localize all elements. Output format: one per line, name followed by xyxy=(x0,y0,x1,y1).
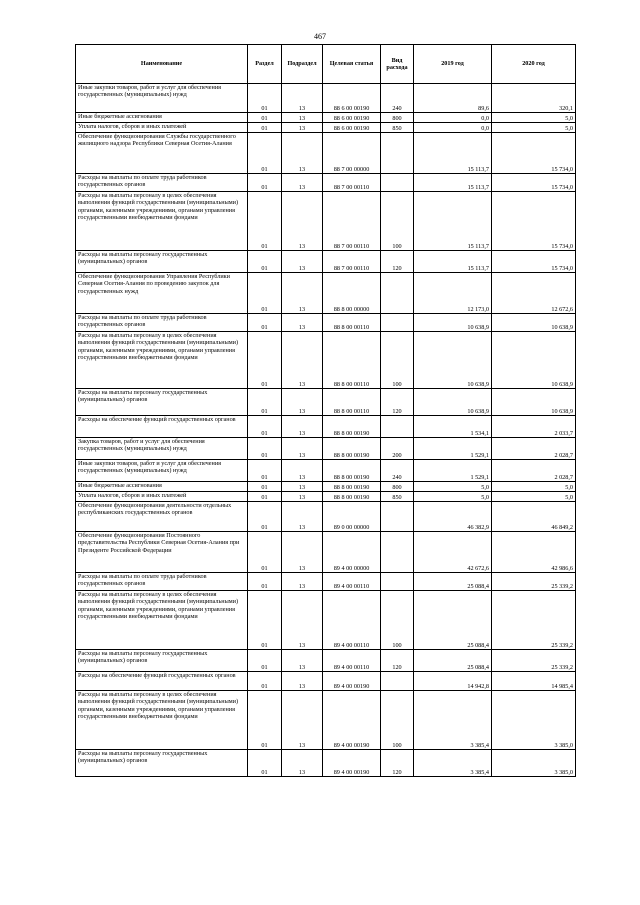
cell-2019: 3 385,4 xyxy=(414,691,492,750)
cell-type: 100 xyxy=(381,591,414,650)
cell-2020: 25 339,2 xyxy=(492,573,576,591)
cell-type: 100 xyxy=(381,332,414,389)
cell-2019: 1 529,1 xyxy=(414,460,492,482)
table-row xyxy=(76,123,576,133)
cell-2019: 42 672,6 xyxy=(414,532,492,573)
cell-name: Иные закупки товаров, работ и услуг для обеспечения государственных (муниципальных) нужд xyxy=(76,84,248,113)
cell-section: 01 xyxy=(248,314,282,332)
cell-subsection: 13 xyxy=(282,650,323,672)
cell-2020: 2 028,7 xyxy=(492,460,576,482)
table-row xyxy=(76,84,576,113)
cell-2019: 46 382,9 xyxy=(414,502,492,532)
cell-2019: 0,0 xyxy=(414,113,492,123)
cell-section: 01 xyxy=(248,251,282,273)
cell-subsection: 13 xyxy=(282,482,323,492)
cell-name: Закупка товаров, работ и услуг для обеспечения государственных (муниципальных) нужд xyxy=(76,438,248,460)
cell-name: Обеспечение функционирования Управления Республики Северная Осетия-Алания по проведению закупок для государственных нужд xyxy=(76,273,248,314)
cell-target: 88 8 00 00190 xyxy=(323,438,381,460)
cell-type xyxy=(381,502,414,532)
cell-2020: 2 028,7 xyxy=(492,438,576,460)
table-row xyxy=(76,192,576,251)
cell-name: Расходы на выплаты персоналу в целях обеспечения выполнения функций государственными (муниципальными) органами, казенными учреждениями, органами управления государственными внебюджетными фондами xyxy=(76,591,248,650)
cell-type: 120 xyxy=(381,251,414,273)
cell-name: Расходы на выплаты персоналу государственных (муниципальных) органов xyxy=(76,251,248,273)
cell-subsection: 13 xyxy=(282,691,323,750)
cell-section: 01 xyxy=(248,460,282,482)
cell-subsection: 13 xyxy=(282,502,323,532)
cell-name: Расходы на выплаты персоналу государственных (муниципальных) органов xyxy=(76,389,248,416)
cell-section: 01 xyxy=(248,133,282,174)
cell-name: Расходы на выплаты персоналу в целях обеспечения выполнения функций государственными (муниципальными) органами, казенными учреждениями, органами управления государственными внебюджетными фондами xyxy=(76,192,248,251)
cell-section: 01 xyxy=(248,389,282,416)
cell-2019: 12 173,0 xyxy=(414,273,492,314)
header-2019: 2019 год xyxy=(414,45,492,84)
cell-name: Расходы на обеспечение функций государственных органов xyxy=(76,416,248,438)
cell-name: Расходы на обеспечение функций государственных органов xyxy=(76,672,248,691)
cell-2019: 5,0 xyxy=(414,482,492,492)
cell-subsection: 13 xyxy=(282,492,323,502)
cell-subsection: 13 xyxy=(282,672,323,691)
cell-2020: 46 849,2 xyxy=(492,502,576,532)
cell-type: 800 xyxy=(381,482,414,492)
cell-2020: 25 339,2 xyxy=(492,650,576,672)
cell-section: 01 xyxy=(248,492,282,502)
cell-2019: 10 638,9 xyxy=(414,389,492,416)
cell-type xyxy=(381,133,414,174)
cell-type xyxy=(381,532,414,573)
cell-type xyxy=(381,416,414,438)
cell-target: 89 4 00 00110 xyxy=(323,573,381,591)
cell-target: 88 7 00 00110 xyxy=(323,251,381,273)
cell-type: 240 xyxy=(381,460,414,482)
cell-target: 88 6 00 00190 xyxy=(323,123,381,133)
table-row xyxy=(76,438,576,460)
cell-subsection: 13 xyxy=(282,174,323,192)
cell-subsection: 13 xyxy=(282,113,323,123)
cell-type: 850 xyxy=(381,123,414,133)
cell-2019: 25 088,4 xyxy=(414,573,492,591)
cell-name: Расходы на выплаты персоналу государственных (муниципальных) органов xyxy=(76,750,248,777)
cell-target: 88 6 00 00190 xyxy=(323,84,381,113)
cell-subsection: 13 xyxy=(282,123,323,133)
cell-2019: 1 529,1 xyxy=(414,438,492,460)
table-row xyxy=(76,460,576,482)
cell-target: 88 8 00 00190 xyxy=(323,482,381,492)
cell-target: 88 8 00 00190 xyxy=(323,460,381,482)
header-target: Целевая статья xyxy=(323,45,381,84)
cell-name: Уплата налогов, сборов и иных платежей xyxy=(76,492,248,502)
cell-subsection: 13 xyxy=(282,314,323,332)
cell-subsection: 13 xyxy=(282,532,323,573)
cell-2020: 5,0 xyxy=(492,482,576,492)
cell-name: Обеспечение функционирования Постоянного представительства Республики Северная Осетия-Алания при Президенте Российской Федерации xyxy=(76,532,248,573)
cell-2020: 5,0 xyxy=(492,492,576,502)
cell-section: 01 xyxy=(248,438,282,460)
cell-name: Уплата налогов, сборов и иных платежей xyxy=(76,123,248,133)
cell-subsection: 13 xyxy=(282,416,323,438)
cell-type xyxy=(381,672,414,691)
cell-subsection: 13 xyxy=(282,192,323,251)
cell-2019: 15 113,7 xyxy=(414,192,492,251)
cell-name: Обеспечение функционирования Службы государственного жилищного надзора Республики Северная Осетия-Алания xyxy=(76,133,248,174)
cell-target: 89 4 00 00190 xyxy=(323,750,381,777)
cell-2020: 12 672,6 xyxy=(492,273,576,314)
table-row xyxy=(76,492,576,502)
cell-type: 100 xyxy=(381,691,414,750)
cell-2020: 10 638,9 xyxy=(492,314,576,332)
cell-section: 01 xyxy=(248,416,282,438)
header-section: Раздел xyxy=(248,45,282,84)
table-row xyxy=(76,532,576,573)
cell-target: 89 4 00 00110 xyxy=(323,650,381,672)
cell-target: 89 0 00 00000 xyxy=(323,502,381,532)
cell-2020: 3 385,0 xyxy=(492,691,576,750)
cell-target: 88 7 00 00110 xyxy=(323,192,381,251)
cell-section: 01 xyxy=(248,84,282,113)
cell-name: Обеспечение функционирования деятельности отдельных республиканских государственных органов xyxy=(76,502,248,532)
cell-name: Расходы на выплаты по оплате труда работников государственных органов xyxy=(76,314,248,332)
header-2020: 2020 год xyxy=(492,45,576,84)
cell-2019: 15 113,7 xyxy=(414,174,492,192)
table-row xyxy=(76,113,576,123)
cell-2020: 320,1 xyxy=(492,84,576,113)
cell-name: Иные бюджетные ассигнования xyxy=(76,113,248,123)
table-row xyxy=(76,251,576,273)
table-row xyxy=(76,332,576,389)
cell-type: 120 xyxy=(381,750,414,777)
budget-table xyxy=(75,44,576,777)
header-name: Наименование xyxy=(76,45,248,84)
cell-section: 01 xyxy=(248,691,282,750)
table-header-row xyxy=(76,45,576,84)
cell-target: 88 6 00 00190 xyxy=(323,113,381,123)
cell-name: Расходы на выплаты по оплате труда работников государственных органов xyxy=(76,573,248,591)
cell-target: 88 8 00 00190 xyxy=(323,492,381,502)
cell-2019: 5,0 xyxy=(414,492,492,502)
cell-target: 89 4 00 00000 xyxy=(323,532,381,573)
cell-section: 01 xyxy=(248,672,282,691)
table-row xyxy=(76,502,576,532)
cell-type: 240 xyxy=(381,84,414,113)
table-row xyxy=(76,591,576,650)
cell-subsection: 13 xyxy=(282,273,323,314)
cell-target: 89 4 00 00110 xyxy=(323,591,381,650)
table-row xyxy=(76,573,576,591)
cell-2019: 25 088,4 xyxy=(414,650,492,672)
cell-2020: 15 734,0 xyxy=(492,133,576,174)
cell-target: 88 7 00 00000 xyxy=(323,133,381,174)
cell-2020: 15 734,0 xyxy=(492,251,576,273)
table-row xyxy=(76,482,576,492)
cell-name: Расходы на выплаты по оплате труда работников государственных органов xyxy=(76,174,248,192)
cell-2020: 5,0 xyxy=(492,113,576,123)
cell-section: 01 xyxy=(248,332,282,389)
cell-type xyxy=(381,314,414,332)
cell-2020: 42 986,6 xyxy=(492,532,576,573)
cell-subsection: 13 xyxy=(282,332,323,389)
cell-2020: 3 385,0 xyxy=(492,750,576,777)
cell-name: Расходы на выплаты персоналу в целях обеспечения выполнения функций государственными (муниципальными) органами, казенными учреждениями, органами управления государственными внебюджетными фондами xyxy=(76,332,248,389)
cell-subsection: 13 xyxy=(282,750,323,777)
cell-target: 88 8 00 00110 xyxy=(323,314,381,332)
table-row xyxy=(76,273,576,314)
cell-subsection: 13 xyxy=(282,389,323,416)
cell-2020: 15 734,0 xyxy=(492,192,576,251)
cell-section: 01 xyxy=(248,113,282,123)
cell-name: Иные бюджетные ассигнования xyxy=(76,482,248,492)
table-row xyxy=(76,650,576,672)
table-row xyxy=(76,672,576,691)
cell-2019: 89,6 xyxy=(414,84,492,113)
cell-type: 200 xyxy=(381,438,414,460)
cell-subsection: 13 xyxy=(282,251,323,273)
cell-section: 01 xyxy=(248,502,282,532)
cell-type xyxy=(381,273,414,314)
cell-type: 850 xyxy=(381,492,414,502)
cell-section: 01 xyxy=(248,591,282,650)
cell-subsection: 13 xyxy=(282,573,323,591)
cell-2020: 2 033,7 xyxy=(492,416,576,438)
cell-subsection: 13 xyxy=(282,591,323,650)
cell-section: 01 xyxy=(248,650,282,672)
cell-name: Расходы на выплаты персоналу в целях обеспечения выполнения функций государственными (муниципальными) органами, казенными учреждениями, органами управления государственными внебюджетными фондами xyxy=(76,691,248,750)
cell-subsection: 13 xyxy=(282,460,323,482)
cell-2019: 15 113,7 xyxy=(414,251,492,273)
page-number: 467 xyxy=(314,32,326,41)
table-row xyxy=(76,691,576,750)
table-row xyxy=(76,389,576,416)
cell-subsection: 13 xyxy=(282,133,323,174)
cell-section: 01 xyxy=(248,573,282,591)
cell-type: 800 xyxy=(381,113,414,123)
cell-2019: 15 113,7 xyxy=(414,133,492,174)
header-subsection: Подраздел xyxy=(282,45,323,84)
cell-2020: 15 734,0 xyxy=(492,174,576,192)
table-row xyxy=(76,416,576,438)
cell-subsection: 13 xyxy=(282,438,323,460)
cell-target: 88 8 00 00110 xyxy=(323,332,381,389)
table-row xyxy=(76,314,576,332)
cell-section: 01 xyxy=(248,482,282,492)
cell-name: Расходы на выплаты персоналу государственных (муниципальных) органов xyxy=(76,650,248,672)
cell-2019: 10 638,9 xyxy=(414,314,492,332)
cell-section: 01 xyxy=(248,750,282,777)
cell-target: 88 7 00 00110 xyxy=(323,174,381,192)
cell-section: 01 xyxy=(248,174,282,192)
cell-section: 01 xyxy=(248,192,282,251)
cell-section: 01 xyxy=(248,123,282,133)
cell-2020: 25 339,2 xyxy=(492,591,576,650)
cell-2020: 10 638,9 xyxy=(492,332,576,389)
table-row xyxy=(76,174,576,192)
table-row xyxy=(76,750,576,777)
cell-section: 01 xyxy=(248,532,282,573)
table-row xyxy=(76,133,576,174)
cell-name: Иные закупки товаров, работ и услуг для обеспечения государственных (муниципальных) нужд xyxy=(76,460,248,482)
cell-target: 88 8 00 00190 xyxy=(323,416,381,438)
header-type: Вид расхода xyxy=(381,45,414,84)
cell-2020: 5,0 xyxy=(492,123,576,133)
cell-2019: 3 385,4 xyxy=(414,750,492,777)
cell-2019: 1 534,1 xyxy=(414,416,492,438)
cell-2019: 0,0 xyxy=(414,123,492,133)
cell-target: 88 8 00 00000 xyxy=(323,273,381,314)
cell-2020: 10 638,9 xyxy=(492,389,576,416)
cell-subsection: 13 xyxy=(282,84,323,113)
cell-type xyxy=(381,573,414,591)
table-body xyxy=(76,84,576,777)
cell-target: 88 8 00 00110 xyxy=(323,389,381,416)
cell-2019: 10 638,9 xyxy=(414,332,492,389)
cell-target: 89 4 00 00190 xyxy=(323,691,381,750)
cell-type: 120 xyxy=(381,389,414,416)
cell-target: 89 4 00 00190 xyxy=(323,672,381,691)
cell-2019: 14 942,8 xyxy=(414,672,492,691)
cell-type xyxy=(381,174,414,192)
cell-type: 100 xyxy=(381,192,414,251)
cell-2020: 14 985,4 xyxy=(492,672,576,691)
cell-2019: 25 088,4 xyxy=(414,591,492,650)
cell-section: 01 xyxy=(248,273,282,314)
cell-type: 120 xyxy=(381,650,414,672)
